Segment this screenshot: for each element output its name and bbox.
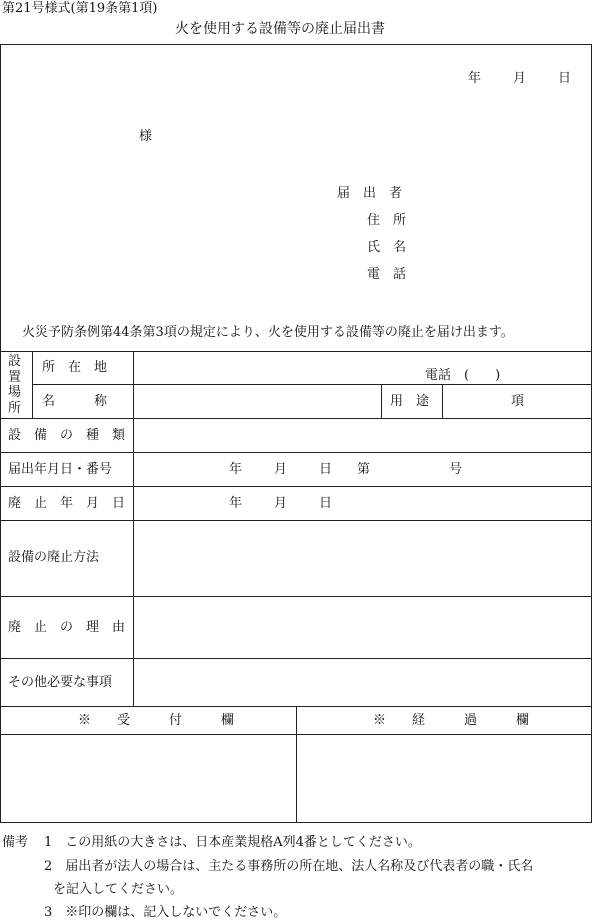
reason-label: 廃 止 の 理 由: [8, 620, 126, 635]
abolish-month: 月: [274, 496, 288, 511]
notes-heading: 備考: [2, 835, 29, 850]
other-label: その他必要な事項: [8, 675, 113, 690]
equipment-type-label: 設 備 の 種 類: [8, 428, 126, 443]
applicant-phone-label: 電 話: [367, 267, 407, 282]
facility-name-label: 名 称: [42, 394, 108, 409]
method-label: 設備の廃止方法: [8, 550, 100, 565]
applicant-address-label: 住 所: [367, 213, 407, 228]
form-title: 火を使用する設備等の廃止届出書: [175, 21, 385, 37]
reception-label: ※ 受 付 欄: [78, 713, 235, 728]
note-2: 2 届出者が法人の場合は、主たる事務所の所在地、法人名称及び代表者の職・氏名: [44, 859, 534, 874]
applicant-name-label: 氏 名: [367, 240, 407, 255]
notification-month: 月: [274, 462, 288, 477]
statement: 火災予防条例第44条第3項の規定により、火を使用する設備等の廃止を届け出ます。: [22, 325, 514, 340]
progress-label: ※ 経 過 欄: [373, 713, 530, 728]
applicant-label: 届 出 者: [337, 186, 403, 201]
note-2-continued: を記入してください。: [53, 882, 184, 897]
date-month: 月: [513, 71, 527, 86]
notification-year: 年: [229, 462, 243, 477]
abolish-year: 年: [229, 496, 243, 511]
location-phone: 電話 ( ): [425, 368, 501, 383]
notification-day: 日: [319, 462, 333, 477]
notification-label: 届出年月日・番号: [8, 462, 113, 477]
address-label: 所 在 地: [42, 360, 108, 375]
note-3: 3 ※印の欄は、記入しないでください。: [44, 905, 287, 920]
usage-value: 項: [511, 394, 525, 409]
addressee-suffix: 様: [139, 129, 153, 144]
notification-dai: 第: [357, 462, 371, 477]
abolish-date-label: 廃 止 年 月 日: [8, 496, 126, 511]
usage-label: 用 途: [390, 394, 430, 409]
abolish-day: 日: [319, 496, 333, 511]
notification-number: 号: [449, 462, 463, 477]
form-number: 第21号様式(第19条第1項): [2, 1, 158, 16]
location-group-label: 設 置 場 所: [8, 354, 22, 416]
date-year: 年: [468, 71, 482, 86]
date-day: 日: [558, 71, 572, 86]
note-1: 1 この用紙の大きさは、日本産業規格A列4番としてください。: [44, 835, 421, 850]
